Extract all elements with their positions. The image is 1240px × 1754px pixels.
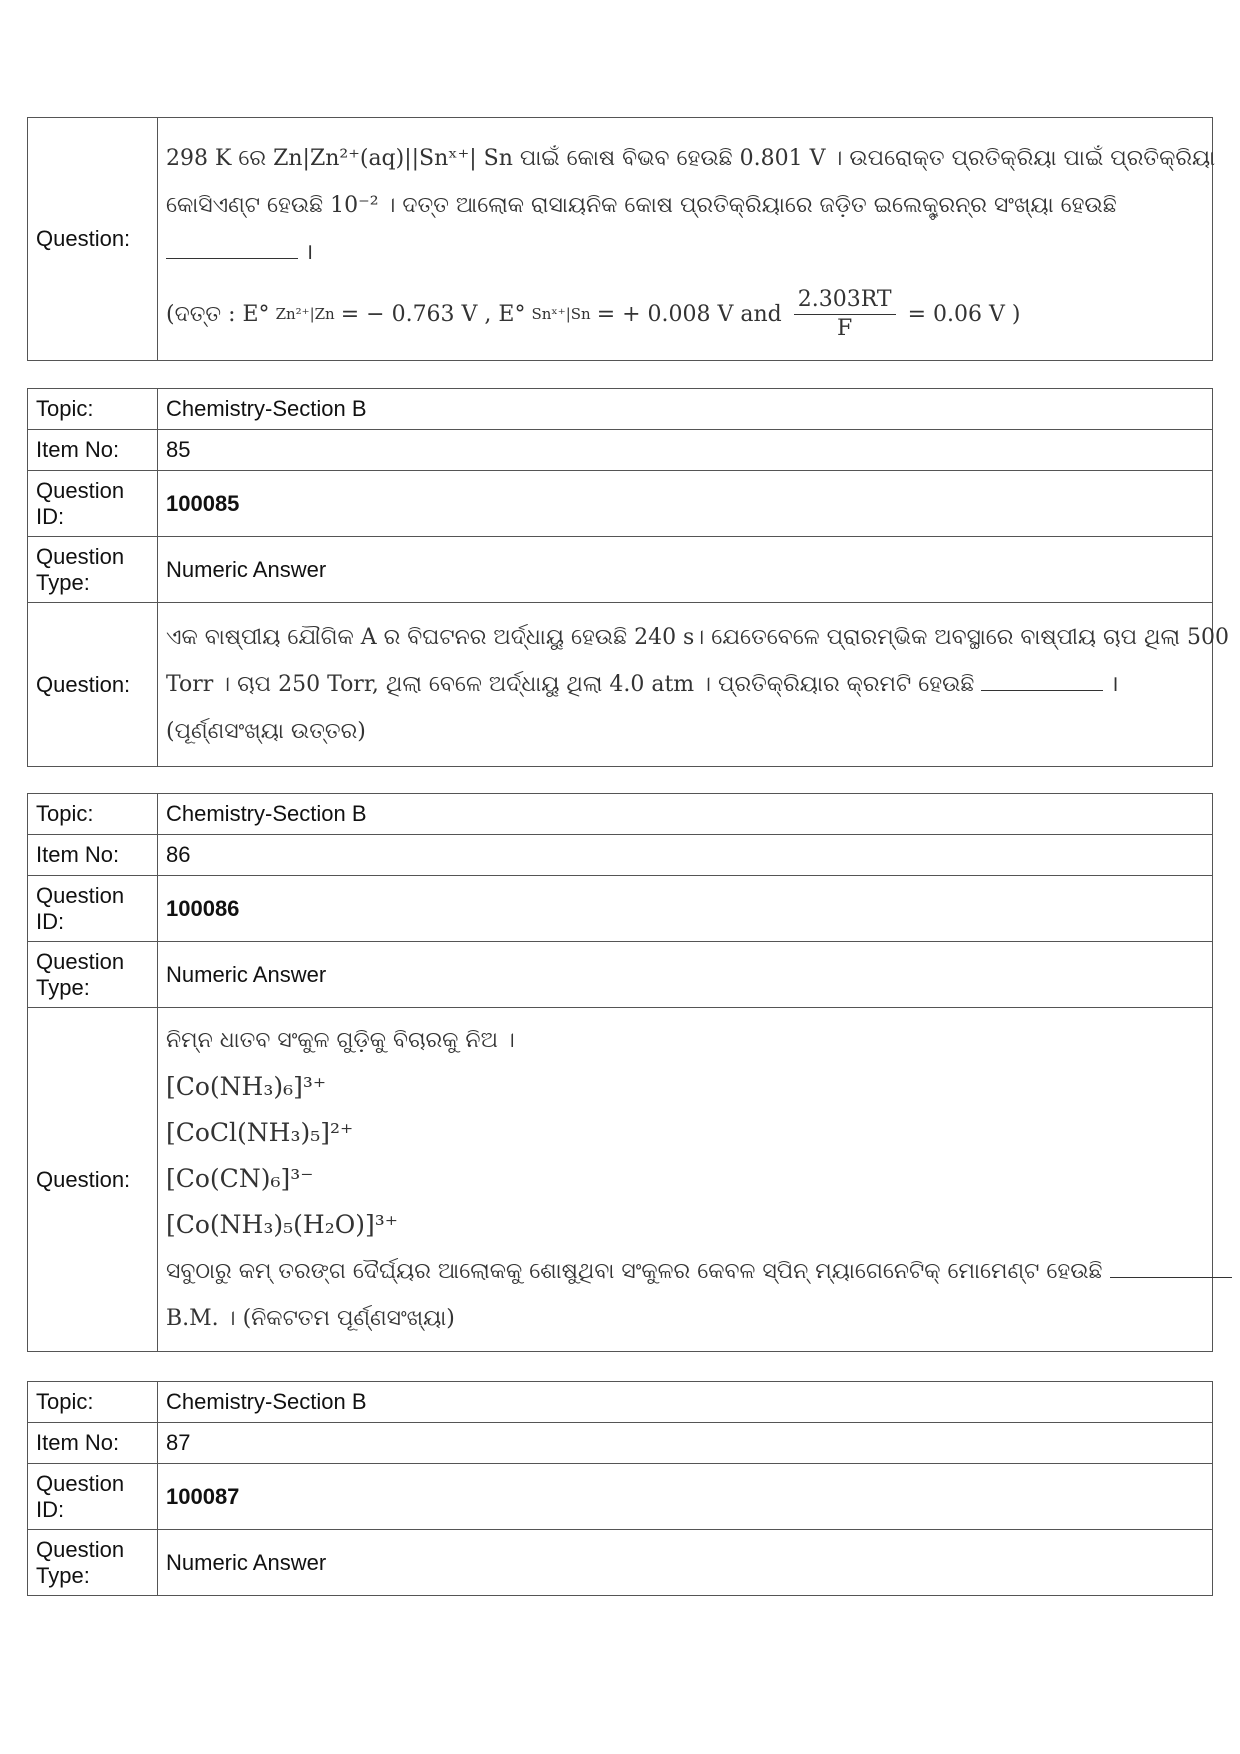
complex-formula: [CoCl(NH₃)₅]²⁺ xyxy=(166,1118,354,1147)
question-table-86 xyxy=(27,793,1213,1352)
fraction: $\frac{2.303RT}{F}$ xyxy=(794,286,896,343)
topic-value: Chemistry-Section B xyxy=(158,794,1213,835)
question-id-label: Question ID: xyxy=(28,1464,158,1530)
question-type-value: Numeric Answer xyxy=(158,537,1213,603)
answer-blank xyxy=(166,240,298,259)
question-type-value: Numeric Answer xyxy=(158,1530,1213,1596)
question-type-value: Numeric Answer xyxy=(158,942,1213,1008)
question-label: Question: xyxy=(28,603,158,767)
item-no-value: 86 xyxy=(158,835,1213,876)
question-id-value: 100085 xyxy=(158,471,1213,537)
question-body xyxy=(158,118,1216,361)
item-no-value: 85 xyxy=(158,430,1213,471)
topic-value: Chemistry-Section B xyxy=(158,1382,1213,1423)
question-label: Question: xyxy=(28,1008,158,1352)
topic-label: Topic: xyxy=(28,389,158,430)
topic-value: Chemistry-Section B xyxy=(158,389,1213,430)
answer-blank xyxy=(981,672,1103,691)
question-line: B.M. । (ନିକଟତମ ପୂର୍ଣ୍ଣସଂଖ୍ୟା) xyxy=(166,1306,455,1331)
question-id-label: Question ID: xyxy=(28,876,158,942)
question-line: । xyxy=(166,229,1204,276)
complex-formula: [Co(NH₃)₆]³⁺ xyxy=(166,1072,327,1101)
question-line: ସବୁଠାରୁ କମ୍ ତରଙ୍ଗ ଦୈର୍ଘ୍ୟର ଆଲୋକକୁ ଶୋଷୁଥିବା ସଂକୁଳର କେବଳ ସ୍ପିନ୍ ମ୍ୟାଗେନେଟିକ୍ ମୋମେଣ୍ଟ ହେଉଛି xyxy=(166,1248,1204,1295)
complex-formula: [Co(NH₃)₅(H₂O)]³⁺ xyxy=(166,1210,398,1239)
answer-blank xyxy=(1110,1259,1232,1278)
item-no-label: Item No: xyxy=(28,430,158,471)
question-line: ନିମ୍ନ ଧାତବ ସଂକୁଳ ଗୁଡ଼ିକୁ ବିଚାରକୁ ନିଅ । xyxy=(166,1028,515,1053)
topic-label: Topic: xyxy=(28,1382,158,1423)
question-id-value: 100087 xyxy=(158,1464,1213,1530)
question-line: 298 K ରେ Zn|Zn²⁺(aq)||Snˣ⁺| Sn ପାଇଁ କୋଷ ବିଭବ ହେଉଛି 0.801 V । ଉପରୋକ୍ତ ପ୍ରତିକ୍ରିୟା ପାଇଁ ପ୍ରତିକ୍ରିୟା xyxy=(166,146,1216,171)
question-id-value: 100086 xyxy=(158,876,1213,942)
subscript: Snˣ⁺|Sn xyxy=(531,305,591,323)
question-id-label: Question ID: xyxy=(28,471,158,537)
item-no-value: 87 xyxy=(158,1423,1213,1464)
question-type-label: Question Type: xyxy=(28,537,158,603)
question-table-84 xyxy=(27,117,1216,361)
complex-formula: [Co(CN)₆]³⁻ xyxy=(166,1164,314,1193)
question-table-87 xyxy=(27,1381,1213,1596)
question-line: (ପୂର୍ଣ୍ଣସଂଖ୍ୟା ଉତ୍ତର) xyxy=(166,719,366,744)
question-line: କୋସିଏଣ୍ଟ ହେଉଛି 10⁻² । ଦତ୍ତ ଆଲୋକ ରାସାୟନିକ କୋଷ ପ୍ରତିକ୍ରିୟାରେ ଜଡ଼ିତ ଇଲେକ୍ଟ୍ରନ୍‌ର ସଂଖ୍ୟା ହେଉଛି xyxy=(166,193,1117,218)
question-type-label: Question Type: xyxy=(28,1530,158,1596)
question-line: ଏକ ବାଷ୍ପୀୟ ଯୌଗିକ A ର ବିଘଟନର ଅର୍ଦ୍ଧାୟୁ ହେଉଛି 240 s। ଯେତେବେଳେ ପ୍ରାରମ୍ଭିକ ଅବସ୍ଥାରେ ବାଷ୍ପୀୟ ଚାପ ଥିଲା 500 xyxy=(166,625,1230,650)
question-body xyxy=(158,603,1230,767)
item-no-label: Item No: xyxy=(28,1423,158,1464)
subscript: Zn²⁺|Zn xyxy=(275,305,335,323)
question-line: Torr । ଚାପ 250 Torr, ଥିଲା ବେଳେ ଅର୍ଦ୍ଧାୟୁ ଥିଲା 4.0 atm । ପ୍ରତିକ୍ରିୟାର କ୍ରମଟି ହେଉଛି । xyxy=(166,672,1119,697)
topic-label: Topic: xyxy=(28,794,158,835)
item-no-label: Item No: xyxy=(28,835,158,876)
question-label: Question: xyxy=(28,118,158,361)
question-table-85 xyxy=(27,388,1230,767)
question-body xyxy=(158,1008,1213,1352)
question-type-label: Question Type: xyxy=(28,942,158,1008)
given-data: (ଦତ୍ତ : E° Zn²⁺|Zn = − 0.763 V , E° Snˣ⁺|Sn = + 0.008 V and $\frac{2.303RT}{F}$ = 0.06 V ) xyxy=(166,287,1021,341)
